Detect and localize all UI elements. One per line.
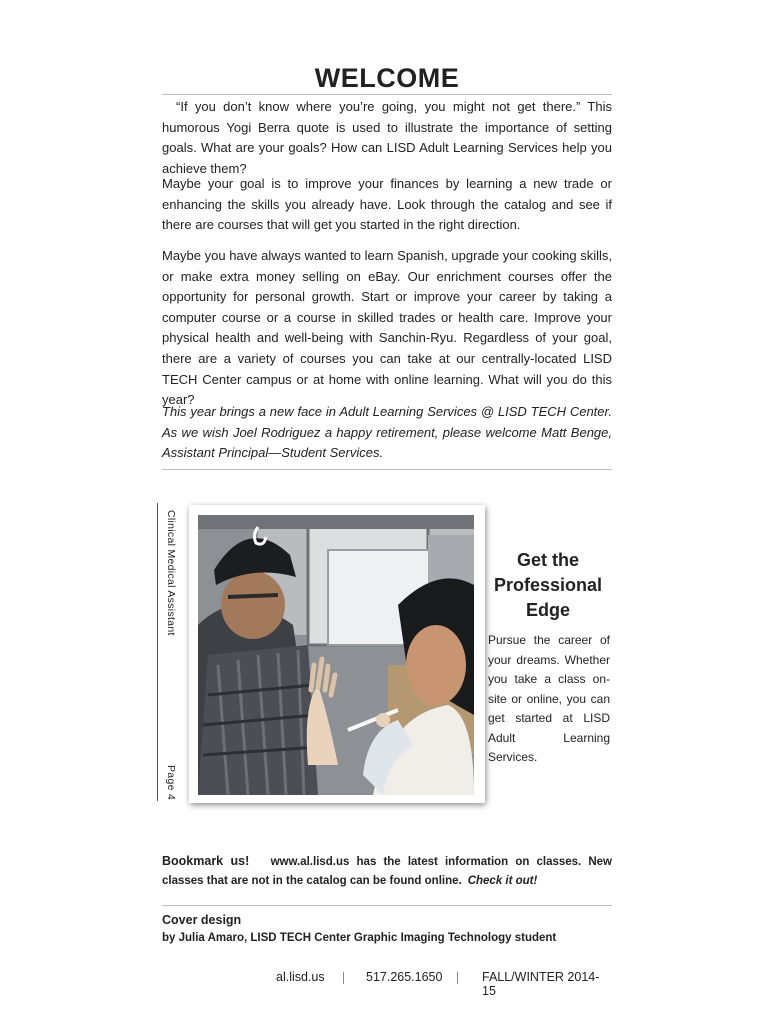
side-label-section: Clinical Medical Assistant (165, 510, 177, 636)
page-title: WELCOME (314, 63, 460, 93)
footer-divider (343, 972, 344, 984)
welcome-paragraph-2: Maybe your goal is to improve your finances by learning a new trade or enhancing the skills you already have. Look through the catalog and see if there are courses that will get you started in the right direction. (162, 176, 612, 233)
bookmark-text: www.al.lisd.us has the latest information on classes. New classes that are not in the catalog can be found online. (162, 856, 612, 887)
welcome-paragraph-1: “If you don’t know where you’re going, you might not get there.” This humorous Yogi Berra quote is used to illustrate the importance of setting goals. What are your goals? How can LISD Adult Learning Services help you achieve them? (162, 99, 612, 176)
footer-term: FALL/WINTER 2014-15 (482, 970, 600, 998)
left-margin-line (157, 503, 158, 801)
photo-frame (189, 505, 485, 803)
side-label (165, 510, 185, 800)
cover-design-title: Cover design (162, 913, 242, 927)
side-label-page: Page 4 (165, 764, 177, 800)
cover-design-credit: by Julia Amaro, LISD TECH Center Graphic Imaging Technology student (162, 932, 557, 944)
footer-website: al.lisd.us (276, 970, 325, 984)
section-rule (162, 469, 612, 470)
title-rule (162, 94, 612, 95)
classroom-photo (198, 515, 474, 795)
bookmark-lead: Bookmark us! (162, 854, 250, 868)
footer-phone: 517.265.1650 (366, 970, 443, 984)
welcome-paragraph-3: Maybe you have always wanted to learn Spanish, upgrade your cooking skills, or make extra money selling on eBay. Our enrichment courses offer the opportunity for personal growth. Start or improve your career by taking a computer course or a course in skilled trades or health care. Improve your physical health and well-being with Sanchin-Ryu. Regardless of your goal, there are a variety of courses you can take at our centrally-located LISD TECH Center campus or at home with online learning. What will you do this year? (162, 248, 612, 408)
professional-edge-heading: Get the Professional Edge (493, 550, 603, 620)
professional-edge-text: Pursue the career of your dreams. Whether you take a class on-site or online, you can get started at LISD Adult Learning Services. (488, 633, 610, 764)
footer-divider (457, 972, 458, 984)
bookmark-cta: Check it out! (467, 875, 538, 887)
welcome-paragraph-4: This year brings a new face in Adult Learning Services @ LISD TECH Center. As we wish Joel Rodriguez a happy retirement, please welcome Matt Benge, Assistant Principal—Student Services. (162, 404, 612, 461)
page-footer (162, 970, 612, 998)
bookmark-notice (162, 852, 612, 891)
bookmark-rule (162, 905, 612, 906)
